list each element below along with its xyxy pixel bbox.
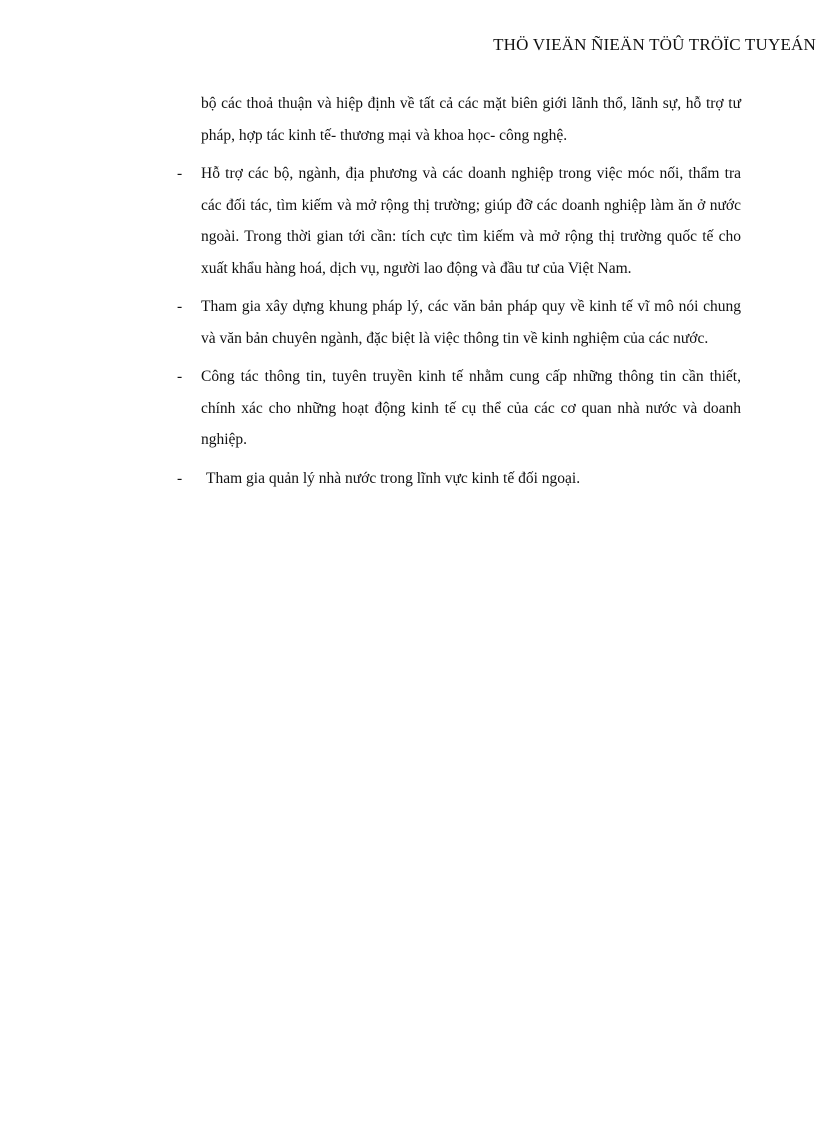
list-item <box>0 158 741 284</box>
list-item <box>0 463 741 495</box>
list-item-text: Công tác thông tin, tuyên truyền kinh tế nhằm cung cấp những thông tin cần thiết, chính xác cho những hoạt động kinh tế cụ thể của các cơ quan nhà nước và doanh nghiệp. <box>201 368 741 448</box>
bullet-dash: - <box>177 298 183 315</box>
page-header: THÖ VIEÄN ÑIEÄN TÖÛ TRÖÏC TUYEÁN <box>493 35 816 54</box>
document-body <box>0 88 816 501</box>
bullet-dash: - <box>177 469 183 487</box>
list-item <box>0 361 741 456</box>
list-item-text: Hỗ trợ các bộ, ngành, địa phương và các doanh nghiệp trong việc móc nối, thẩm tra các đối tác, tìm kiếm và mở rộng thị trường; giúp đỡ các doanh nghiệp làm ăn ở nước ngoài. Trong thời gian tới cần: tích cực tìm kiếm và mở rộng thị trường quốc tế cho xuất khẩu hàng hoá, dịch vụ, người lao động và đầu tư của Việt Nam. <box>201 165 741 277</box>
bullet-dash: - <box>177 165 183 182</box>
list-item-text: Tham gia xây dựng khung pháp lý, các văn bản pháp quy về kinh tế vĩ mô nói chung và văn bản chuyên ngành, đặc biệt là việc thông tin về kinh nghiệm của các nước. <box>201 298 741 347</box>
bullet-dash: - <box>177 368 183 385</box>
list-item-text: Tham gia quản lý nhà nước trong lĩnh vực kinh tế đối ngoại. <box>206 469 581 487</box>
continued-paragraph: bộ các thoả thuận và hiệp định về tất cả các mặt biên giới lãnh thổ, lãnh sự, hỗ trợ tư pháp, hợp tác kinh tế- thương mại và khoa học- công nghệ. <box>201 95 741 144</box>
list-item <box>0 291 741 354</box>
